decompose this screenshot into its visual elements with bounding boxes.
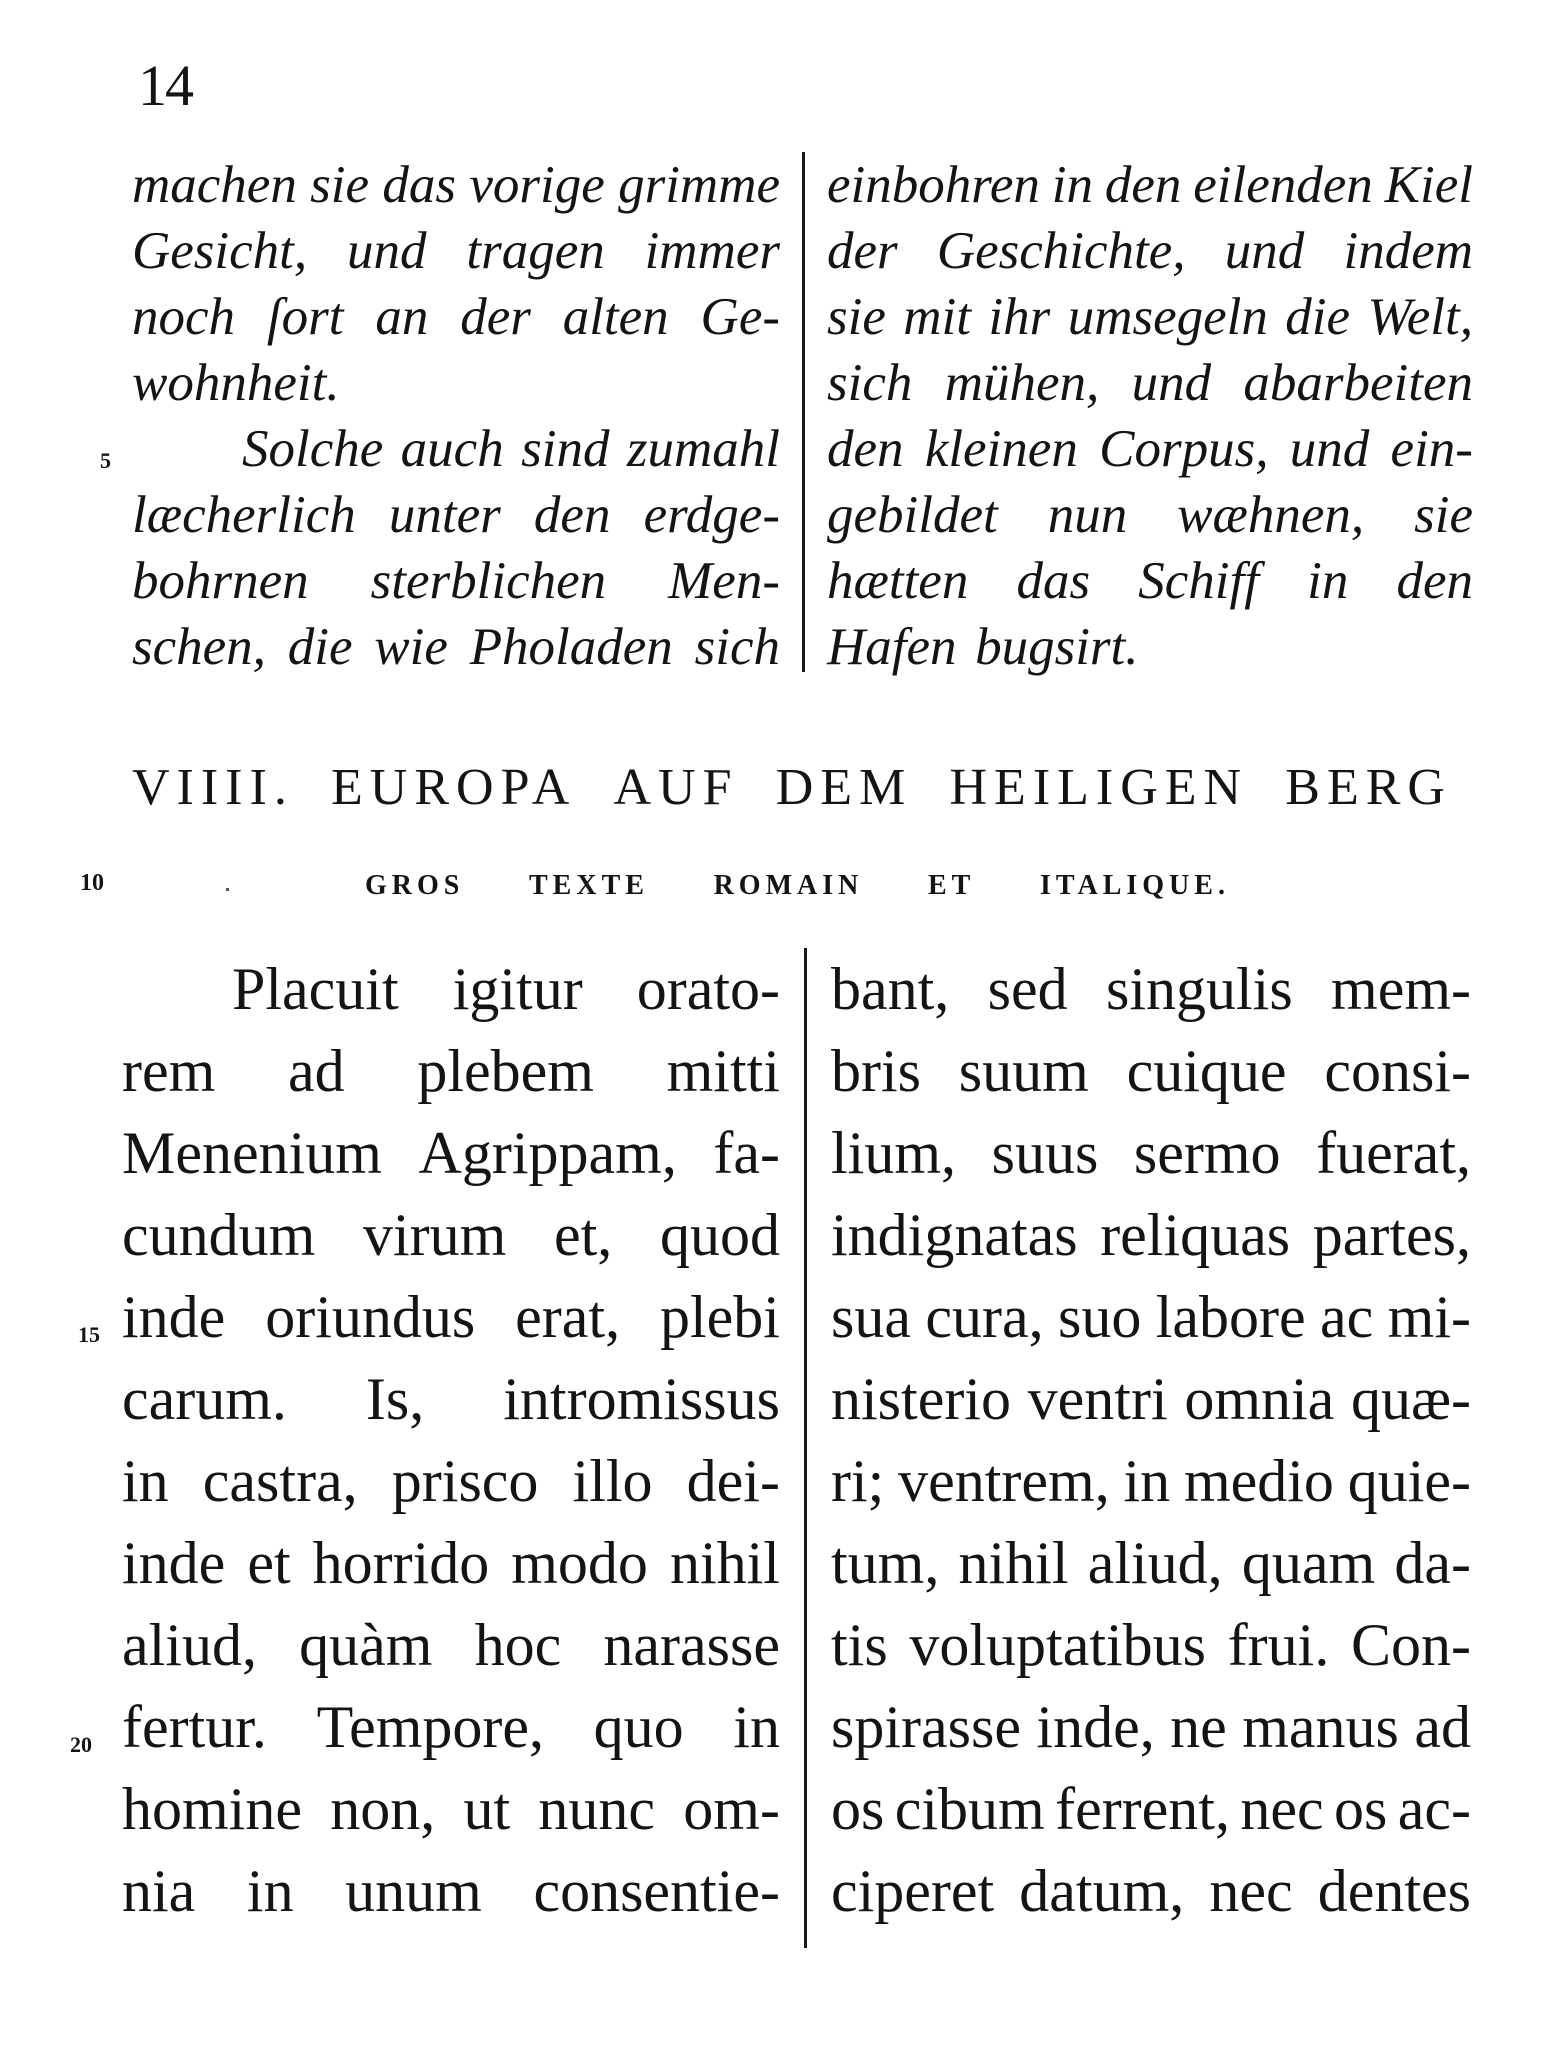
word: das [382, 156, 456, 214]
bottom-text-block [122, 948, 1482, 1948]
word: mem- [1331, 956, 1471, 1022]
word: ſort [266, 288, 344, 346]
word: Tempore, [316, 1694, 544, 1760]
word: mühen, [944, 354, 1100, 412]
text-line [831, 1768, 1471, 1850]
word: orato- [636, 956, 780, 1022]
word: consi- [1324, 1038, 1471, 1104]
text-line [827, 614, 1473, 680]
word: spirasse [831, 1694, 1021, 1760]
word: Menenium [122, 1120, 382, 1186]
word: unum [345, 1858, 482, 1924]
word: sua [831, 1284, 911, 1350]
word: indignatas [831, 1202, 1078, 1268]
word: ventri [1027, 1366, 1168, 1432]
page-number: 14 [138, 53, 192, 118]
word: reliquas [1100, 1202, 1291, 1268]
text-line [122, 1194, 780, 1276]
text-line [132, 548, 780, 614]
word: Hafen [827, 618, 957, 676]
word: tragen [466, 222, 605, 280]
word: consentie- [533, 1858, 780, 1924]
word: ihr [988, 288, 1051, 346]
line-number: 15 [78, 1322, 100, 1347]
word: nihil [669, 1530, 780, 1596]
word: Schiff [1138, 552, 1259, 610]
word: inde [122, 1284, 226, 1350]
text-line [122, 1522, 780, 1604]
text-line [827, 548, 1473, 614]
word: plebem [417, 1038, 594, 1104]
word: Solche [242, 420, 384, 478]
text-line [122, 1768, 780, 1850]
word: ut [463, 1776, 511, 1842]
word: mitti [666, 1038, 780, 1104]
text-line [132, 284, 780, 350]
text-line [831, 1112, 1471, 1194]
word: Geschichte, [936, 222, 1186, 280]
word: gebildet [827, 486, 998, 544]
word: ac [1320, 1284, 1374, 1350]
word: sie [310, 156, 370, 214]
word: Is, [365, 1366, 425, 1432]
word: suus [991, 1120, 1099, 1186]
word: igitur [452, 956, 583, 1022]
word: sich [694, 618, 780, 676]
word: immer [644, 222, 780, 280]
word: os [831, 1776, 885, 1842]
subheading-word: ROMAIN [713, 870, 864, 901]
word: vorige [469, 156, 605, 214]
word: in [1051, 156, 1094, 214]
word: Ge- [700, 288, 780, 346]
word: zumahl [626, 420, 780, 478]
word: sterblichen [370, 552, 607, 610]
word: singulis [1105, 956, 1293, 1022]
text-line [831, 1030, 1471, 1112]
word: intromissus [503, 1366, 780, 1432]
heading-word: EUROPA [331, 759, 577, 816]
printer-dot [226, 888, 229, 891]
word: hætten [827, 552, 969, 610]
word: einbohren [827, 156, 1040, 214]
word: nec [1209, 1858, 1293, 1924]
subheading-word: ITALIQUE. [1039, 870, 1230, 901]
subheading-word: GROS [365, 870, 465, 901]
top-text-block [132, 152, 1482, 676]
word: bohrnen [132, 552, 309, 610]
word: an [375, 288, 429, 346]
text-line [132, 416, 780, 482]
word: noch [132, 288, 236, 346]
word: læcherlich [132, 486, 356, 544]
word: in [733, 1694, 780, 1760]
word: et [247, 1530, 291, 1596]
word: Pholaden [469, 618, 673, 676]
word: bris [831, 1038, 921, 1104]
bottom-left-column [122, 948, 804, 1948]
text-line [831, 1686, 1471, 1768]
word: sie [827, 288, 886, 346]
word: Kiel [1384, 156, 1473, 214]
word: ciperet [831, 1858, 995, 1924]
word: narasse [603, 1612, 780, 1678]
word: fa- [713, 1120, 780, 1186]
line-number: 10 [80, 870, 104, 896]
text-line [831, 1358, 1471, 1440]
word: aliud, [122, 1612, 257, 1678]
word: in [122, 1448, 169, 1514]
text-line [827, 416, 1473, 482]
word: aliud, [1087, 1530, 1223, 1596]
word: virum [362, 1202, 507, 1268]
text-line [122, 1030, 780, 1112]
text-line [827, 350, 1473, 416]
word: rem [122, 1038, 216, 1104]
word: die [1285, 288, 1351, 346]
heading-word: VIIII. [132, 759, 294, 816]
word: omnia [1184, 1366, 1335, 1432]
word: dei- [686, 1448, 780, 1514]
text-line [827, 482, 1473, 548]
section-heading [132, 758, 1452, 817]
word: modo [511, 1530, 648, 1596]
word: den [1396, 552, 1473, 610]
word: und [1131, 354, 1212, 412]
word: fuerat, [1316, 1120, 1471, 1186]
text-line [827, 218, 1473, 284]
word: sind [521, 420, 610, 478]
word: indem [1343, 222, 1473, 280]
word: den [827, 420, 904, 478]
word: den [1104, 156, 1182, 214]
word: und [1224, 222, 1305, 280]
word: suum [958, 1038, 1089, 1104]
word: Placuit [232, 956, 399, 1022]
word: wie [374, 618, 448, 676]
word: ad [1414, 1694, 1471, 1760]
line-number: 5 [100, 448, 111, 473]
word: horrido [312, 1530, 490, 1596]
word: sed [987, 956, 1068, 1022]
word: umsegeln [1067, 288, 1268, 346]
text-line [132, 614, 780, 680]
word: und [347, 222, 427, 280]
heading-word: DEM [775, 759, 913, 816]
word: in [1307, 552, 1349, 610]
word: unter [388, 486, 501, 544]
word: quod [659, 1202, 780, 1268]
word: lium, [831, 1120, 957, 1186]
word: und [1289, 420, 1370, 478]
line-number: 20 [70, 1732, 92, 1757]
word: auch [400, 420, 504, 478]
word: nia [122, 1858, 196, 1924]
top-right-column [805, 152, 1473, 676]
word: dentes [1317, 1858, 1471, 1924]
text-line [122, 1112, 780, 1194]
word: tis [831, 1612, 888, 1678]
word: ein- [1390, 420, 1473, 478]
word: quie- [1347, 1448, 1471, 1514]
word: ventrem, [898, 1448, 1110, 1514]
word: das [1016, 552, 1091, 610]
word: sermo [1133, 1120, 1281, 1186]
word: kleinen [924, 420, 1078, 478]
word: grimme [618, 156, 780, 214]
word: castra, [202, 1448, 358, 1514]
top-left-column [132, 152, 802, 676]
word: cundum [122, 1202, 316, 1268]
text-line [831, 1604, 1471, 1686]
text-line [122, 1440, 780, 1522]
word: cura, [925, 1284, 1044, 1350]
word: quæ- [1350, 1366, 1471, 1432]
word: sie [1414, 486, 1473, 544]
word: illo [572, 1448, 653, 1514]
text-line [827, 152, 1473, 218]
word: die [287, 618, 353, 676]
word: eilenden [1193, 156, 1373, 214]
text-line [132, 350, 780, 416]
word: cibum [894, 1776, 1045, 1842]
text-line [132, 152, 780, 218]
word: carum. [122, 1366, 287, 1432]
text-line [831, 1194, 1471, 1276]
word: nun [1047, 486, 1128, 544]
word: Gesicht, [132, 222, 308, 280]
word: der [827, 222, 898, 280]
section-subheading [365, 870, 1230, 902]
word: homine [122, 1776, 302, 1842]
word: om- [683, 1776, 780, 1842]
text-line [122, 948, 780, 1030]
word: inde [122, 1530, 226, 1596]
word: labore [1155, 1284, 1306, 1350]
word: Agrippam, [418, 1120, 677, 1186]
word: Men- [668, 552, 780, 610]
text-line [827, 284, 1473, 350]
word: tum, [831, 1530, 940, 1596]
word: wæhnen, [1177, 486, 1365, 544]
heading-word: BERG [1285, 759, 1452, 816]
word: Welt, [1367, 288, 1473, 346]
word: in [1123, 1448, 1171, 1514]
text-line [132, 218, 780, 284]
subheading-word: ET [927, 870, 976, 901]
word: machen [132, 156, 297, 214]
word: erdge- [643, 486, 780, 544]
word: wohnheit. [132, 354, 340, 412]
word: suo [1057, 1284, 1142, 1350]
word: datum, [1019, 1858, 1185, 1924]
word: ne [1170, 1694, 1227, 1760]
word: ri; [831, 1448, 885, 1514]
word: Corpus, [1099, 420, 1269, 478]
text-line [122, 1276, 780, 1358]
bottom-right-column [807, 948, 1471, 1948]
word: cuique [1126, 1038, 1287, 1104]
word: Con- [1350, 1612, 1471, 1678]
word: sich [827, 354, 913, 412]
word: mit [903, 288, 972, 346]
word: oriundus [265, 1284, 476, 1350]
word: ac- [1397, 1776, 1471, 1842]
word: nihil [958, 1530, 1069, 1596]
word: inde, [1036, 1694, 1155, 1760]
heading-word: AUF [613, 759, 739, 816]
subheading-word: TEXTE [529, 870, 649, 901]
word: medio [1183, 1448, 1334, 1514]
text-line [831, 948, 1471, 1030]
word: erat, [515, 1284, 621, 1350]
word: in [246, 1858, 294, 1924]
word: der [460, 288, 531, 346]
word: et, [553, 1202, 613, 1268]
word: bugsirt. [975, 618, 1139, 676]
word: fertur. [122, 1694, 267, 1760]
word: nunc [538, 1776, 656, 1842]
word: da- [1394, 1530, 1471, 1596]
text-line [831, 1850, 1471, 1932]
text-line [122, 1850, 780, 1932]
word: quo [593, 1694, 684, 1760]
word: den [533, 486, 611, 544]
text-line [831, 1276, 1471, 1358]
word: os [1333, 1776, 1388, 1842]
word: voluptatibus [909, 1612, 1207, 1678]
word: quam [1241, 1530, 1376, 1596]
word: quàm [299, 1612, 433, 1678]
text-line [831, 1440, 1471, 1522]
text-line [831, 1522, 1471, 1604]
text-line [122, 1686, 780, 1768]
word: frui. [1227, 1612, 1330, 1678]
word: mi- [1387, 1284, 1471, 1350]
word: nisterio [831, 1366, 1011, 1432]
word: plebi [660, 1284, 780, 1350]
word: manus [1242, 1694, 1399, 1760]
text-line [122, 1358, 780, 1440]
word: partes, [1312, 1202, 1471, 1268]
word: abarbeiten [1243, 354, 1473, 412]
word: bant, [831, 956, 950, 1022]
heading-word: HEILIGEN [949, 759, 1249, 816]
word: hoc [474, 1612, 562, 1678]
word: non, [330, 1776, 436, 1842]
word: schen, [132, 618, 266, 676]
word: ad [287, 1038, 345, 1104]
word: alten [562, 288, 669, 346]
word: prisco [391, 1448, 539, 1514]
text-line [132, 482, 780, 548]
word: nec [1240, 1776, 1324, 1842]
word: ferrent, [1055, 1776, 1230, 1842]
text-line [122, 1604, 780, 1686]
